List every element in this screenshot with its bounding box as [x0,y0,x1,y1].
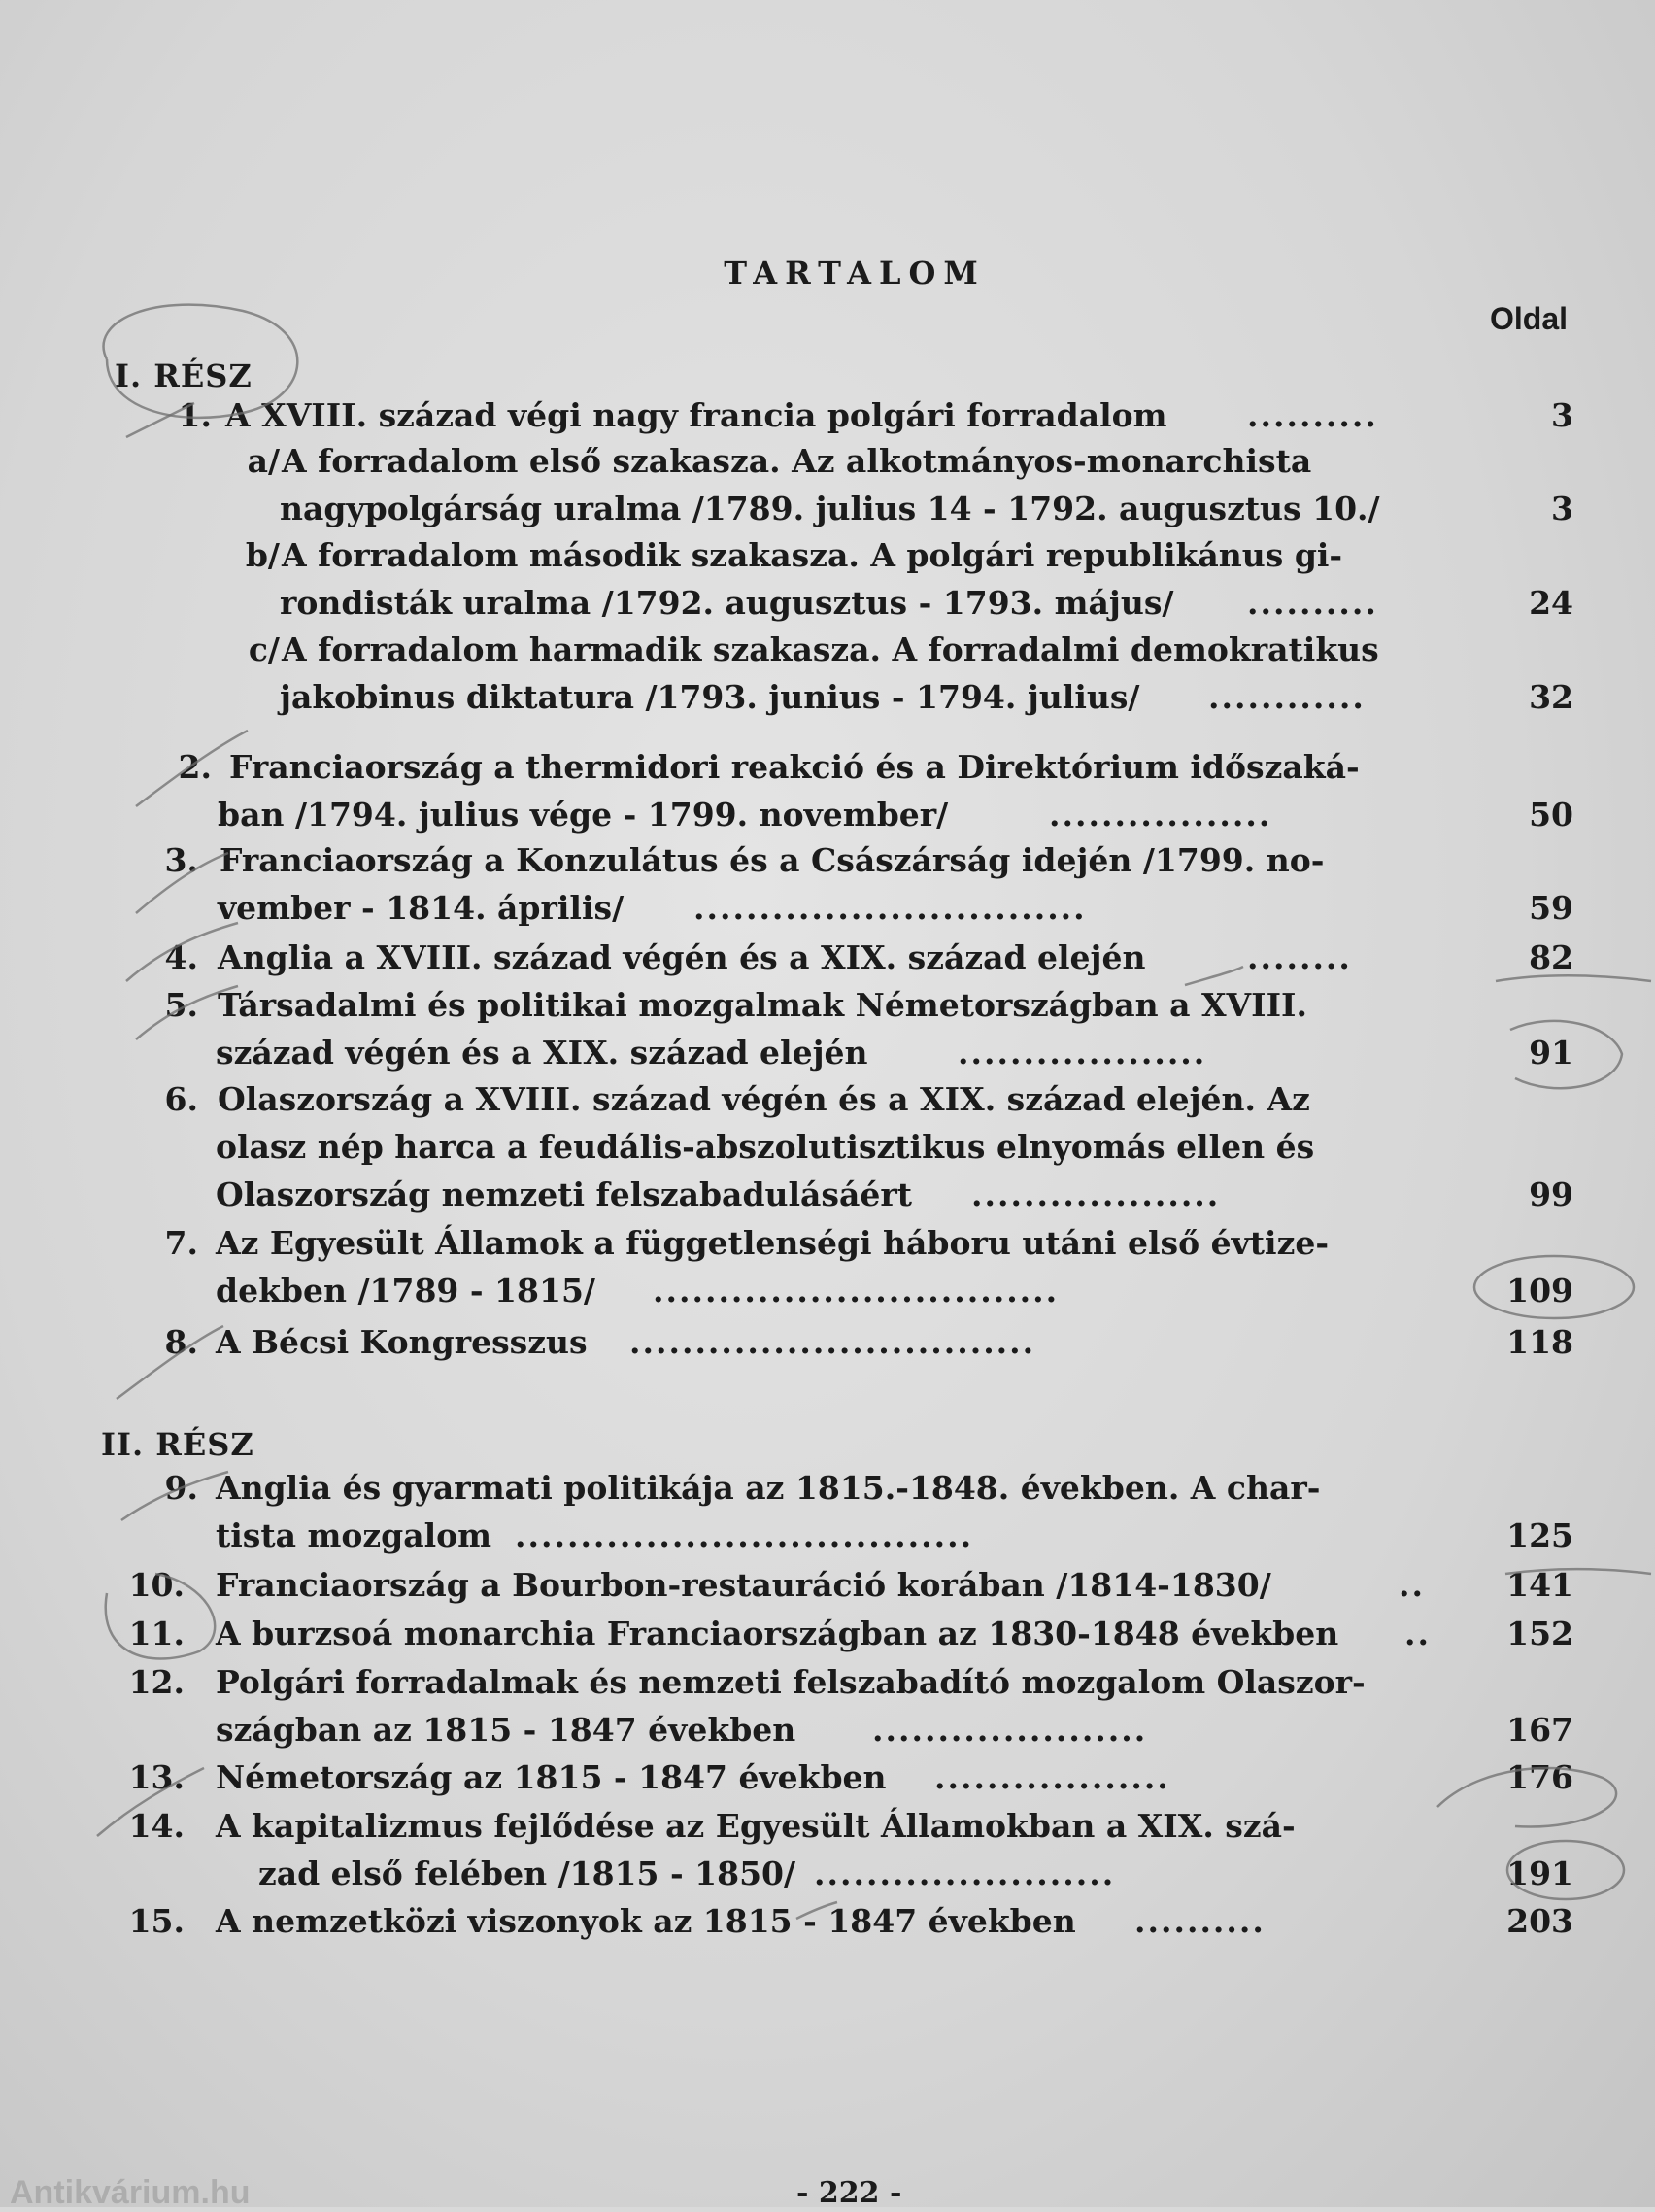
entry-page: 99 [1529,1175,1573,1213]
entry-page: 176 [1506,1758,1573,1796]
entry-number: 15. [128,1902,185,1940]
entry-text: Németország az 1815 - 1847 években [216,1758,887,1796]
entry-text: olasz nép harca a feudális-abszolutisztikus elnyomás ellen és [216,1128,1315,1166]
toc-entry [0,442,1655,537]
toc-entry: 3. Franciaország a Konzulátus és a Császárság idején /1799. no- vember - 1814. április/ .............................. 59 [0,841,1655,936]
entry-number: 7. [164,1224,198,1262]
toc-entry: 8. A Bécsi Kongresszus ............................... 118 [0,1323,1655,1371]
entry-number: 5. [164,986,198,1024]
toc-entry: 14. A kapitalizmus fejlődése az Egyesült Államokban a XIX. szá- zad első felében /1815 - 1850/ ....................... 191 [0,1807,1655,1902]
entry-page: 50 [1529,796,1573,834]
page-title: TARTALOM [724,255,986,291]
entry-number: 14. [128,1807,185,1845]
entry-text: A burzsoá monarchia Franciaországban az 1830-1848 években [216,1615,1339,1652]
toc-entry: 9. Anglia és gyarmati politikája az 1815.-1848. években. A char- tista mozgalom ................................... 125 [0,1469,1655,1564]
toc-entry: 13. Németország az 1815 - 1847 években .................. 176 [0,1758,1655,1806]
toc-entry: 15. A nemzetközi viszonyok az 1815 - 1847 években .......... 203 [0,1902,1655,1950]
entry-text: A forradalom második szakasza. A polgári republikánus gi- [282,536,1343,574]
toc-entry: 5. Társadalmi és politikai mozgalmak Németországban a XVIII. század végén és a XIX. század elején ................... 91 [0,986,1655,1081]
entry-number: 4. [164,938,198,976]
entry-page: 82 [1529,938,1573,976]
toc-entry: 2. Franciaország a thermidori reakció és a Direktórium időszaká- ban /1794. julius vége - 1799. november/ ................. 50 [0,748,1655,843]
entry-text: nagypolgárság uralma /1789. julius 14 - 1792. augusztus 10./ [280,490,1380,527]
entry-text: A XVIII. század végi nagy francia polgári forradalom [225,396,1167,434]
entry-text: rondisták uralma /1792. augusztus - 1793. május/ [280,584,1174,622]
entry-page: 141 [1506,1566,1573,1604]
entry-page: 109 [1506,1272,1573,1310]
entry-page: 152 [1506,1615,1573,1652]
toc-entry: b/ A forradalom második szakasza. A polgári republikánus gi- rondisták uralma /1792. augusztus - 1793. május/ .......... 24 [0,536,1655,631]
entry-number: 13. [128,1758,185,1796]
toc-entry: 6. Olaszország a XVIII. század végén és a XIX. század elején. Az olasz nép harca a feudális-abszolutisztikus elnyomás ellen és Olaszország nemzeti felszabadulásáért ................... 99 [0,1080,1655,1223]
entry-text: A Bécsi Kongresszus [216,1323,588,1361]
entry-text: Olaszország a XVIII. század végén és a XIX. század elején. Az [218,1080,1310,1118]
entry-text: Franciaország a Konzulátus és a Császárság idején /1799. no- [220,841,1325,879]
toc-entry: c/ A forradalom harmadik szakasza. A forradalmi demokratikus jakobinus diktatura /1793. junius - 1794. julius/ ............ 32 [0,630,1655,726]
entry-number: 6. [164,1080,198,1118]
entry-text: század végén és a XIX. század elején [216,1034,868,1072]
toc-entry: 12. Polgári forradalmak és nemzeti felszabadító mozgalom Olaszor- szágban az 1815 - 1847 években ..................... 167 [0,1663,1655,1758]
entry-text: A nemzetközi viszonyok az 1815 - 1847 években [216,1902,1076,1940]
entry-page: 191 [1506,1855,1573,1892]
entry-number: 1. [178,396,212,434]
entry-text: Anglia és gyarmati politikája az 1815.-1848. években. A char- [216,1469,1321,1507]
entry-text: Az Egyesült Államok a függetlenségi háboru utáni első évtize- [216,1224,1330,1262]
entry-text: ban /1794. julius vége - 1799. november/ [218,796,949,834]
toc-entry: 1. A XVIII. század végi nagy francia polgári forradalom .......... 3 [0,396,1655,444]
entry-page: 167 [1506,1711,1573,1749]
watermark: Antikvárium.hu [10,2174,251,2211]
toc-entry: 10. Franciaország a Bourbon-restauráció korában /1814-1830/ .. 141 [0,1566,1655,1614]
page-column-header: Oldal [1490,301,1569,336]
entry-page: 91 [1529,1034,1573,1072]
entry-text: Franciaország a thermidori reakció és a Direktórium időszaká- [229,748,1360,786]
entry-number: 11. [128,1615,185,1652]
entry-number: b/ [245,536,280,574]
entry-text: A forradalom harmadik szakasza. A forradalmi demokratikus [282,630,1379,668]
entry-text: Polgári forradalmak és nemzeti felszabadító mozgalom Olaszor- [216,1663,1366,1701]
entry-page: 59 [1529,889,1573,927]
entry-page: 3 [1551,396,1573,434]
entry-text: A kapitalizmus fejlődése az Egyesült Államokban a XIX. szá- [216,1807,1296,1845]
entry-page: 203 [1506,1902,1573,1940]
toc-entry: 7. Az Egyesült Államok a függetlenségi háboru utáni első évtize- dekben /1789 - 1815/ ............................... 109 [0,1224,1655,1319]
entry-number: 2. [178,748,212,786]
entry-number: 8. [164,1323,198,1361]
entry-text: tista mozgalom [216,1516,492,1554]
entry-text: jakobinus diktatura /1793. junius - 1794. julius/ [280,678,1140,716]
entry-page: 118 [1506,1323,1573,1361]
entry-page: 24 [1529,584,1573,622]
toc-entry: 4. Anglia a XVIII. század végén és a XIX. század elején ........ 82 [0,938,1655,986]
entry-text: vember - 1814. április/ [218,889,625,927]
entry-number: 10. [128,1566,185,1604]
entry-text: szágban az 1815 - 1847 években [216,1711,796,1749]
entry-page: 125 [1506,1516,1573,1554]
entry-number: 9. [164,1469,198,1507]
entry-page: 3 [1551,490,1573,527]
entry-text: Olaszország nemzeti felszabadulásáért [216,1175,913,1213]
entry-text: Anglia a XVIII. század végén és a XIX. század elején [218,938,1146,976]
page-number: - 222 - [796,2176,902,2210]
entry-number: 3. [164,841,198,879]
part-heading-1: I. RÉSZ [115,357,253,394]
entry-text: dekben /1789 - 1815/ [216,1272,595,1310]
entry-text: Társadalmi és politikai mozgalmak Németországban a XVIII. [218,986,1307,1024]
entry-text: zad első felében /1815 - 1850/ [258,1855,796,1892]
entry-text: A forradalom első szakasza. Az alkotmányos-monarchista [282,442,1312,480]
entry-number: c/ [248,630,280,668]
entry-text: Franciaország a Bourbon-restauráció korában /1814-1830/ [216,1566,1271,1604]
toc-entry: 11. A burzsoá monarchia Franciaországban az 1830-1848 években .. 152 [0,1615,1655,1662]
entry-number: a/ [247,442,280,480]
entry-page: 32 [1529,678,1573,716]
part-heading-2: II. RÉSZ [101,1426,254,1463]
entry-number: 12. [128,1663,185,1701]
